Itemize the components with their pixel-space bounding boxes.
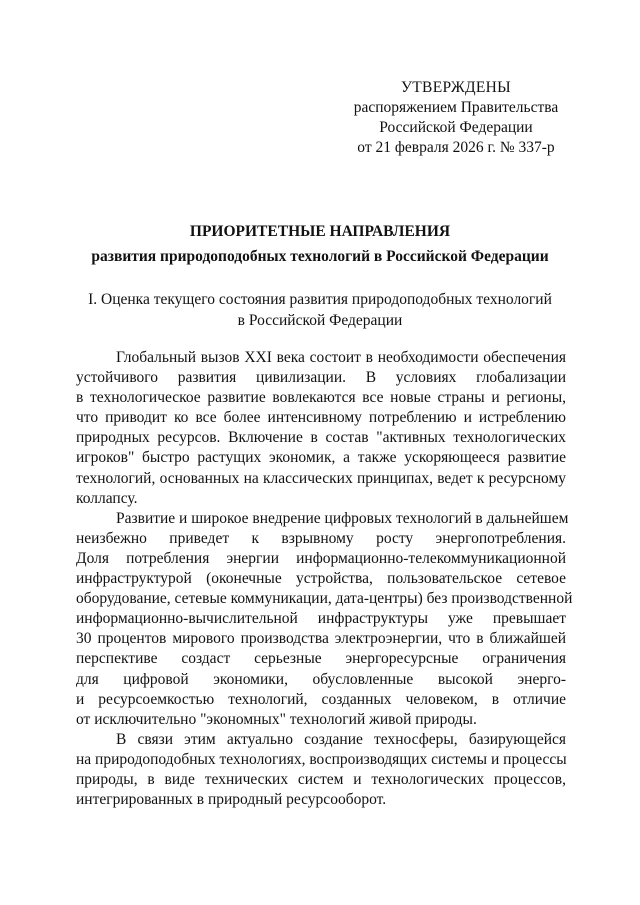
paragraph-line: Развитие и широкое внедрение цифровых технологий в дальнейшем xyxy=(116,509,569,527)
document-title: ПРИОРИТЕТНЫЕ НАПРАВЛЕНИЯ xyxy=(189,223,451,240)
paragraph-line: в технологическое развитие вовлекаются все новые страны и регионы, xyxy=(76,389,566,407)
paragraph-line: на природоподобных технологиях, воспроизводящих системы и процессы xyxy=(76,750,567,768)
document-subtitle: развития природоподобных технологий в Российской Федерации xyxy=(91,248,549,265)
paragraph-line: и ресурсоемкостью технологий, созданных человеком, в отличие xyxy=(76,690,566,708)
paragraph-line: игроков" быстро растущих экономик, а также ускоряющееся развитие xyxy=(76,449,566,467)
section-heading-line-1: I. Оценка текущего состояния развития природоподобных технологий xyxy=(88,291,552,308)
paragraph-line: коллапсу. xyxy=(76,489,138,507)
paragraph-line: неизбежно приведет к взрывному росту энергопотребления. xyxy=(76,529,566,547)
approval-line-1: распоряжением Правительства xyxy=(353,99,559,116)
paragraph xyxy=(76,348,566,509)
paragraph xyxy=(76,509,573,730)
section-heading-line-2: в Российской Федерации xyxy=(237,312,403,329)
paragraph-line: интегрированных в природный ресурсооборот. xyxy=(76,791,387,809)
paragraph-line: В связи этим актуально создание техносферы, базирующейся xyxy=(116,730,566,748)
section-heading xyxy=(72,289,568,331)
paragraph-line: перспективе создаст серьезные энергоресурсные ограничения xyxy=(76,650,566,668)
paragraph-line: от исключительно "экономных" технологий живой природы. xyxy=(76,710,477,728)
approval-stamp xyxy=(340,78,572,158)
paragraph-line: природы, в виде технических систем и технологических процессов, xyxy=(76,770,566,788)
body-text xyxy=(76,348,573,810)
paragraph-line: природных ресурсов. Включение в состав "активных технологических xyxy=(76,429,566,447)
paragraph xyxy=(76,730,566,810)
paragraph-line: технологий, основанных на классических принципах, ведет к ресурсному xyxy=(76,469,566,487)
paragraph-line: 30 процентов мирового производства электроэнергии, что в ближайшей xyxy=(76,630,566,648)
paragraph-line: информационно-вычислительной инфраструктуры уже превышает xyxy=(76,610,566,628)
approval-title: УТВЕРЖДЕНЫ xyxy=(401,79,511,96)
paragraph-line: устойчивого развития цивилизации. В условиях глобализации xyxy=(76,369,566,387)
paragraph-line: для цифровой экономики, обусловленные высокой энерго- xyxy=(76,670,566,688)
paragraph-line: инфраструктурой (оконечные устройства, пользовательское сетевое xyxy=(76,570,566,588)
paragraph-line: что приводит ко все более интенсивному потреблению и истреблению xyxy=(76,409,566,427)
paragraph-line: Глобальный вызов XXI века состоит в необходимости обеспечения xyxy=(116,349,566,366)
paragraph-line: Доля потребления энергии информационно-телекоммуникационной xyxy=(76,549,566,567)
approval-line-2: Российской Федерации xyxy=(379,119,533,136)
paragraph-line: оборудование, сетевые коммуникации, дата-центры) без производственной xyxy=(76,590,573,608)
approval-line-3: от 21 февраля 2026 г. № 337-р xyxy=(357,139,555,156)
